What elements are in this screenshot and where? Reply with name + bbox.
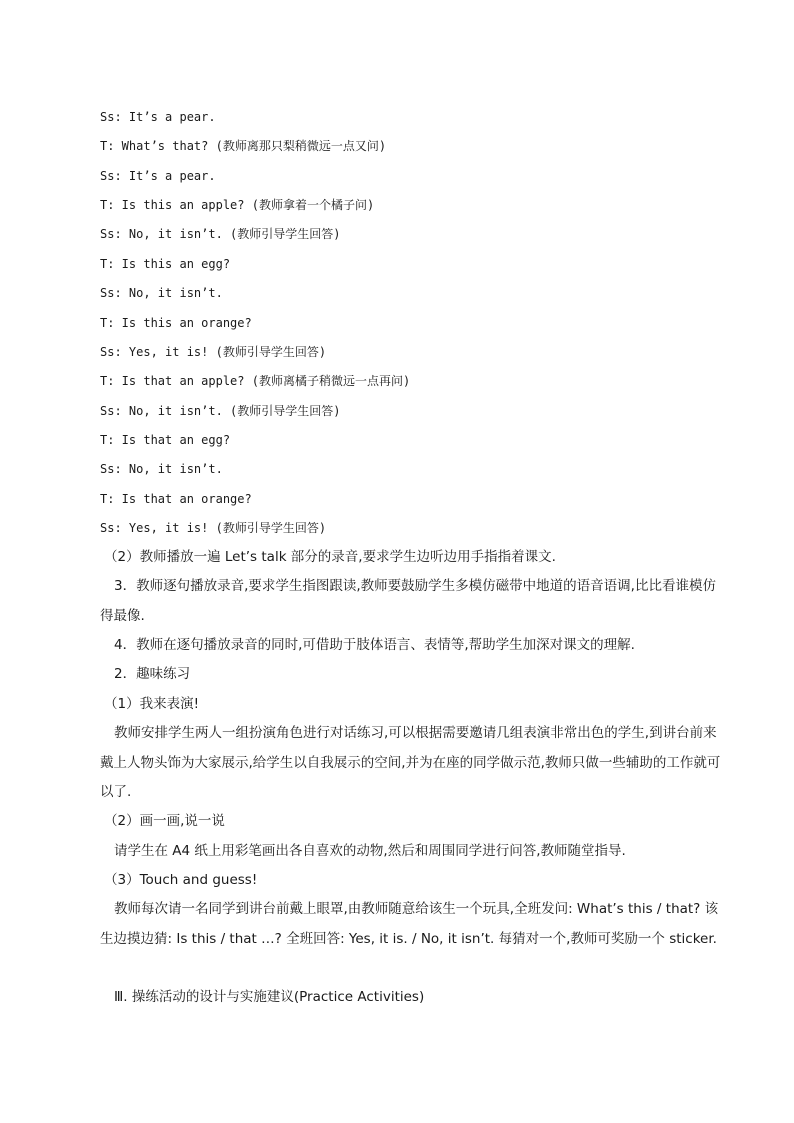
dialogue-line: T: Is this an apple? (教师拿着一个橘子问) [100, 198, 375, 212]
section-heading-fun-practice: 2．趣味练习 [114, 666, 191, 682]
dialogue-line: Ss: No, it isn’t. (教师引导学生回答) [100, 227, 341, 241]
dialogue-line: Ss: It’s a pear. [100, 110, 216, 124]
step-2-paragraph: （2）教师播放一遍 Let’s talk 部分的录音,要求学生边听边用手指指着课文. [104, 549, 556, 565]
item-1-body: 教师安排学生两人一组扮演角色进行对话练习,可以根据需要邀请几组表演非常出色的学生,到讲台前来戴上人物头饰为大家展示,给学生以自我展示的空间,并为在座的同学做示范,教师只做一些辅助的工作就可以了. [100, 725, 721, 800]
item-3-body: 教师每次请一名同学到讲台前戴上眼罩,由教师随意给该生一个玩具,全班发问: What’s this / that? 该生边摸边猜: Is this / that …? 全班回答: Yes, it is. / No, it isn’t. 每猜对一个,教师可奖励一个 sticker. [100, 901, 719, 947]
dialogue-line: T: Is that an orange? [100, 492, 252, 506]
dialogue-line: Ss: No, it isn’t. [100, 286, 223, 300]
dialogue-line: T: Is that an egg? [100, 433, 231, 447]
dialogue-line: T: Is this an egg? [100, 257, 231, 271]
dialogue-line: T: What’s that? (教师离那只梨稍微远一点又问) [100, 139, 387, 153]
dialogue-line: Ss: No, it isn’t. (教师引导学生回答) [100, 404, 341, 418]
item-2-body: 请学生在 A4 纸上用彩笔画出各自喜欢的动物,然后和周围同学进行问答,教师随堂指导. [114, 843, 626, 859]
section-3-heading: Ⅲ. 操练活动的设计与实施建议(Practice Activities) [114, 989, 425, 1005]
dialogue-line: Ss: It’s a pear. [100, 169, 216, 183]
dialogue-line: T: Is that an apple? (教师离橘子稍微远一点再问) [100, 374, 411, 388]
item-3-title: （3）Touch and guess! [104, 872, 258, 888]
item-2-title: （2）画一画,说一说 [104, 813, 225, 829]
dialogue-line: Ss: Yes, it is! (教师引导学生回答) [100, 345, 327, 359]
step-3-paragraph: 3．教师逐句播放录音,要求学生指图跟读,教师要鼓励学生多模仿磁带中地道的语音语调,比比看谁模仿得最像. [100, 578, 716, 624]
item-1-title: （1）我来表演! [104, 696, 200, 712]
dialogue-line: Ss: Yes, it is! (教师引导学生回答) [100, 521, 327, 535]
dialogue-line: Ss: No, it isn’t. [100, 462, 223, 476]
dialogue-line: T: Is this an orange? [100, 316, 252, 330]
step-4-paragraph: 4．教师在逐句播放录音的同时,可借助于肢体语言、表情等,帮助学生加深对课文的理解. [114, 637, 635, 653]
